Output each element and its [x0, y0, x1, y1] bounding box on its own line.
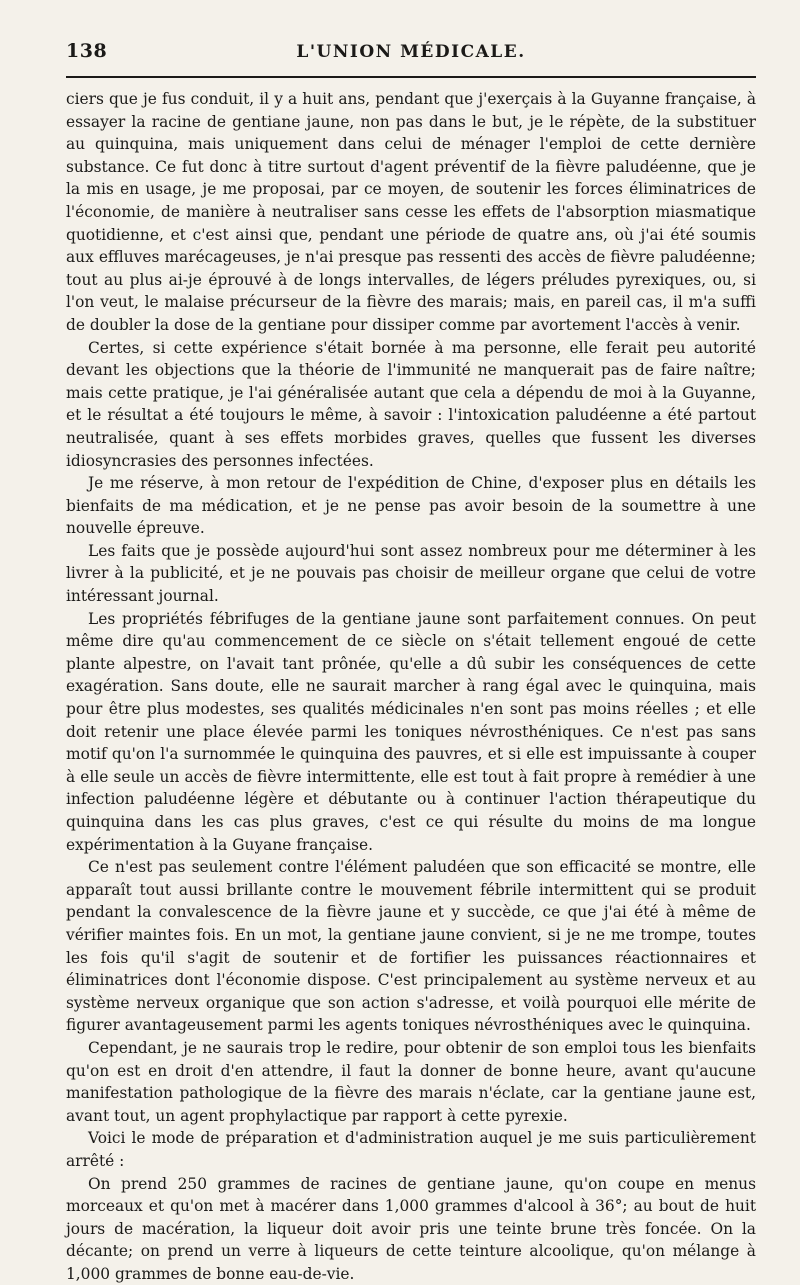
page-header	[66, 40, 756, 66]
article-body	[66, 88, 756, 1285]
paragraph-3: Je me réserve, à mon retour de l'expédition de Chine, d'exposer plus en détails les bienfaits de ma médication, et je ne pense pas avoir besoin de la soumettre à une nouvelle épreuve.	[66, 472, 756, 540]
header-rule	[66, 76, 756, 78]
paragraph-2: Certes, si cette expérience s'était bornée à ma personne, elle ferait peu autorité devant les objections que la théorie de l'immunité ne manquerait pas de faire naître; mais cette pratique, je l'ai généralisée autant que cela a dépendu de moi à la Guyanne, et le résultat a été toujours le même, à savoir : l'intoxication paludéenne a été partout neutralisée, quant à ses effets morbides graves, quelles que fussent les diverses idiosyncrasies des personnes infectées.	[66, 337, 756, 473]
paragraph-1: ciers que je fus conduit, il y a huit ans, pendant que j'exerçais à la Guyanne française, à essayer la racine de gentiane jaune, non pas dans le but, je le répète, de la substituer au quinquina, mais uniquement dans celui de ménager l'emploi de cette dernière substance. Ce fut donc à titre surtout d'agent préventif de la fièvre paludéenne, que je la mis en usage, je me proposai, par ce moyen, de soutenir les forces éliminatrices de l'économie, de manière à neutraliser sans cesse les effets de l'absorption miasmatique quotidienne, et c'est ainsi que, pendant une période de quatre ans, où j'ai été soumis aux effluves marécageuses, je n'ai presque pas ressenti des accès de fièvre paludéenne; tout au plus ai-je éprouvé à de longs intervalles, de légers préludes pyrexiques, ou, si l'on veut, le malaise précurseur de la fièvre des marais; mais, en pareil cas, il m'a suffi de doubler la dose de la gentiane pour dissiper comme par avortement l'accès à venir.	[66, 88, 756, 337]
paragraph-7: Cependant, je ne saurais trop le redire, pour obtenir de son emploi tous les bienfaits qu'on est en droit d'en attendre, il faut la donner de bonne heure, avant qu'aucune manifestation pathologique de la fièvre des marais n'éclate, car la gentiane jaune est, avant tout, un agent prophylactique par rapport à cette pyrexie.	[66, 1037, 756, 1127]
paragraph-6: Ce n'est pas seulement contre l'élément paludéen que son efficacité se montre, elle apparaît tout aussi brillante contre le mouvement fébrile intermittent qui se produit pendant la convalescence de la fièvre jaune et y succède, ce que j'ai été à même de vérifier maintes fois. En un mot, la gentiane jaune convient, si je ne me trompe, toutes les fois qu'il s'agit de soutenir et de fortifier les puissances réactionnaires et éliminatrices dont l'économie dispose. C'est principalement au système nerveux et au système nerveux organique que son action s'adresse, et voilà pourquoi elle mérite de figurer avantageusement parmi les agents toniques névrosthéniques avec le quinquina.	[66, 856, 756, 1037]
page-number: 138	[66, 40, 107, 62]
paragraph-8: Voici le mode de préparation et d'administration auquel je me suis particulièrement arrêté :	[66, 1127, 756, 1172]
paragraph-4: Les faits que je possède aujourd'hui sont assez nombreux pour me déterminer à les livrer à la publicité, et je ne pouvais pas choisir de meilleur organe que celui de votre intéressant journal.	[66, 540, 756, 608]
paragraph-5: Les propriétés fébrifuges de la gentiane jaune sont parfaitement connues. On peut même dire qu'au commencement de ce siècle on s'était tellement engoué de cette plante alpestre, on l'avait tant prônée, qu'elle a dû subir les conséquences de cette exagération. Sans doute, elle ne saurait marcher à rang égal avec le quinquina, mais pour être plus modestes, ses qualités médicinales n'en sont pas moins réelles ; et elle doit retenir une place élevée parmi les toniques névrosthéniques. Ce n'est pas sans motif qu'on l'a surnommée le quinquina des pauvres, et si elle est impuissante à couper à elle seule un accès de fièvre intermittente, elle est tout à fait propre à remédier à une infection paludéenne légère et débutante ou à continuer l'action thérapeutique du quinquina dans les cas plus graves, c'est ce qui résulte du moins de ma longue expérimentation à la Guyane française.	[66, 608, 756, 857]
paragraph-9: On prend 250 grammes de racines de gentiane jaune, qu'on coupe en menus morceaux et qu'on met à macérer dans 1,000 grammes d'alcool à 36°; au bout de huit jours de macération, la liqueur doit avoir pris une teinte brune très foncée. On la décante; on prend un verre à liqueurs de cette teinture alcoolique, qu'on mélange à 1,000 grammes de bonne eau-de-vie.	[66, 1173, 756, 1285]
running-title: L'UNION MÉDICALE.	[66, 42, 756, 62]
